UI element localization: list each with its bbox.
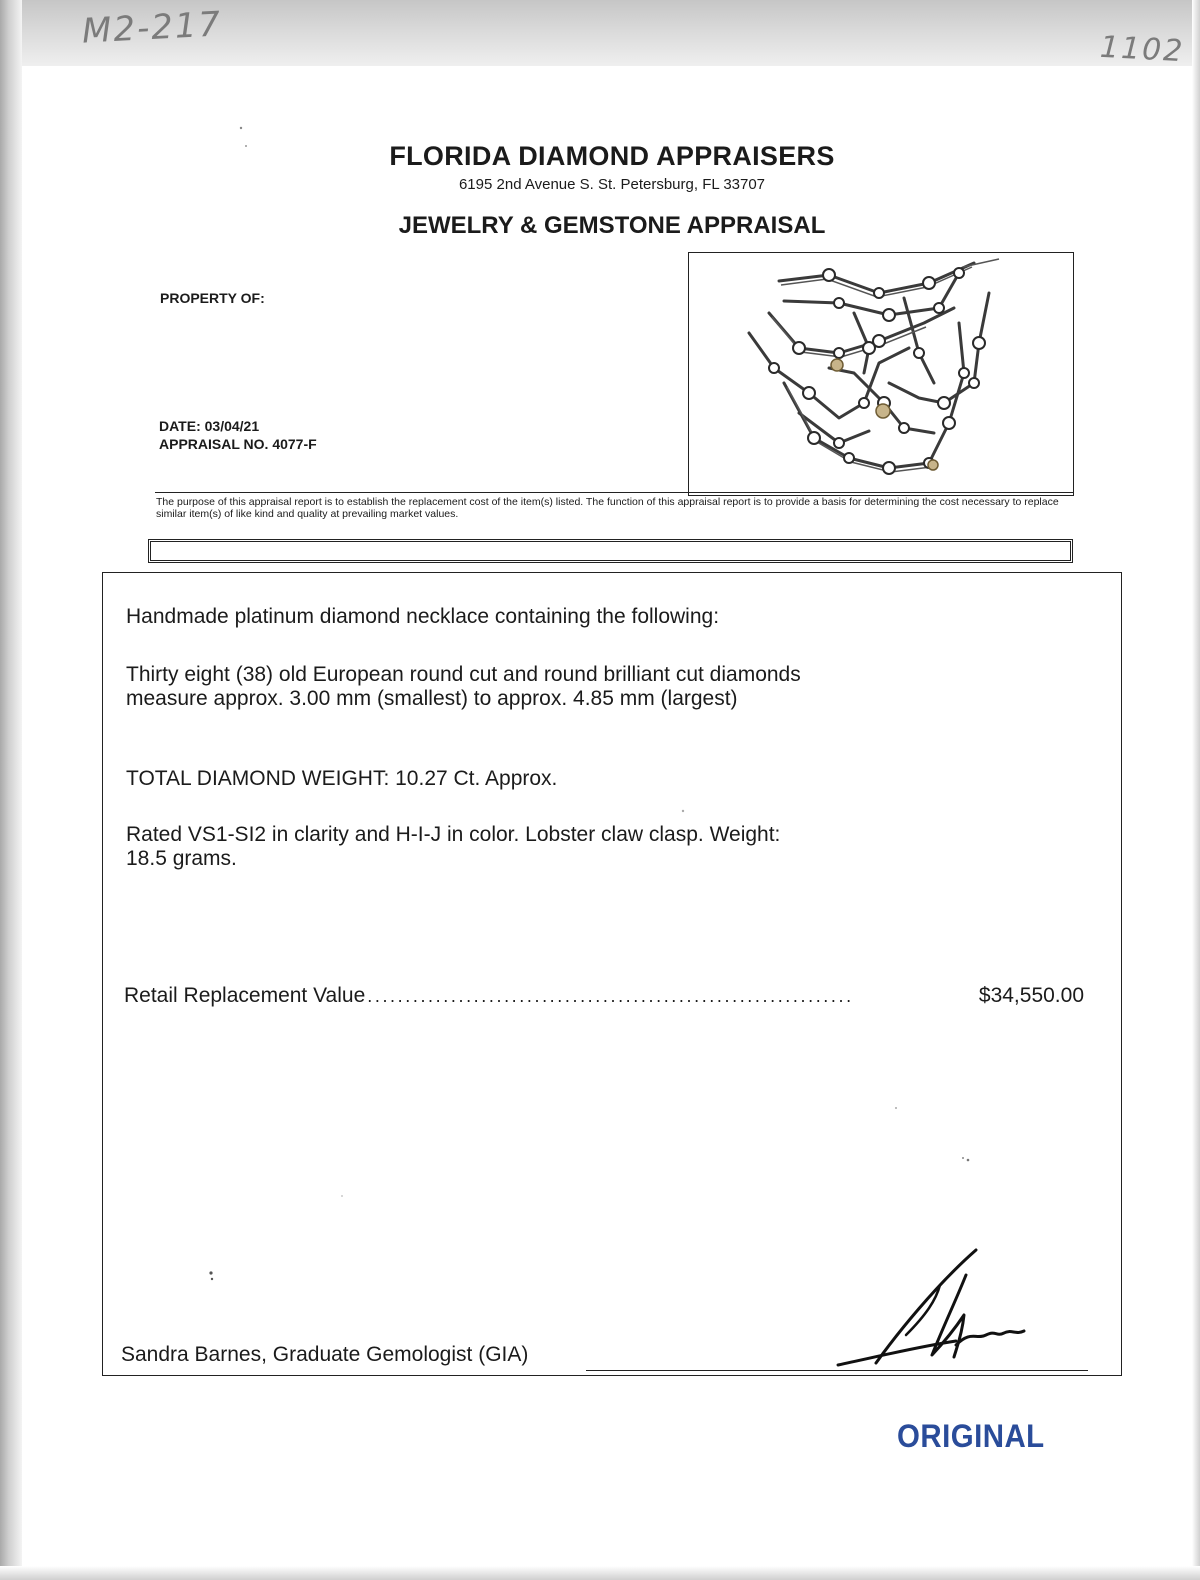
property-of-label: PROPERTY OF: <box>160 290 265 306</box>
appraisal-number-value: 4077-F <box>272 436 317 452</box>
diamond-details: Thirty eight (38) old European round cut and round brilliant cut diamonds measure approx. 3.00 mm (smallest) to approx. 4.85 mm (largest) <box>126 663 801 710</box>
handwritten-note-right: 1102 <box>1099 29 1186 70</box>
clarity-color-rating: Rated VS1-SI2 in clarity and H-I-J in color. Lobster claw clasp. Weight: 18.5 grams. <box>126 823 781 870</box>
date-label: DATE: <box>159 418 201 434</box>
replacement-value-label: Retail Replacement Value <box>124 984 366 1007</box>
purpose-statement: The purpose of this appraisal report is to establish the replacement cost of the item(s) listed. The function of this appraisal report is to provide a basis for determining the cost necessary to replace similar item(s) of like kind and quality at prevailing market values. <box>156 496 1059 520</box>
company-address: 6195 2nd Avenue S. St. Petersburg, FL 33707 <box>458 176 766 193</box>
appraisal-number-label: APPRAISAL NO. <box>159 436 269 452</box>
total-diamond-weight: TOTAL DIAMOND WEIGHT: 10.27 Ct. Approx. <box>126 767 558 790</box>
dot-leader: ................................................................ <box>367 986 854 1006</box>
handwritten-note-left: M2-217 <box>81 4 224 52</box>
original-stamp: ORIGINAL <box>897 1418 1045 1454</box>
date-value: 03/04/21 <box>204 418 260 434</box>
item-heading: Handmade platinum diamond necklace containing the following: <box>126 605 720 628</box>
document-title: JEWELRY & GEMSTONE APPRAISAL <box>398 212 826 239</box>
replacement-value-amount: $34,550.00 <box>978 984 1084 1007</box>
gemologist-name: Sandra Barnes, Graduate Gemologist (GIA) <box>121 1343 529 1366</box>
company-name: FLORIDA DIAMOND APPRAISERS <box>389 141 835 171</box>
